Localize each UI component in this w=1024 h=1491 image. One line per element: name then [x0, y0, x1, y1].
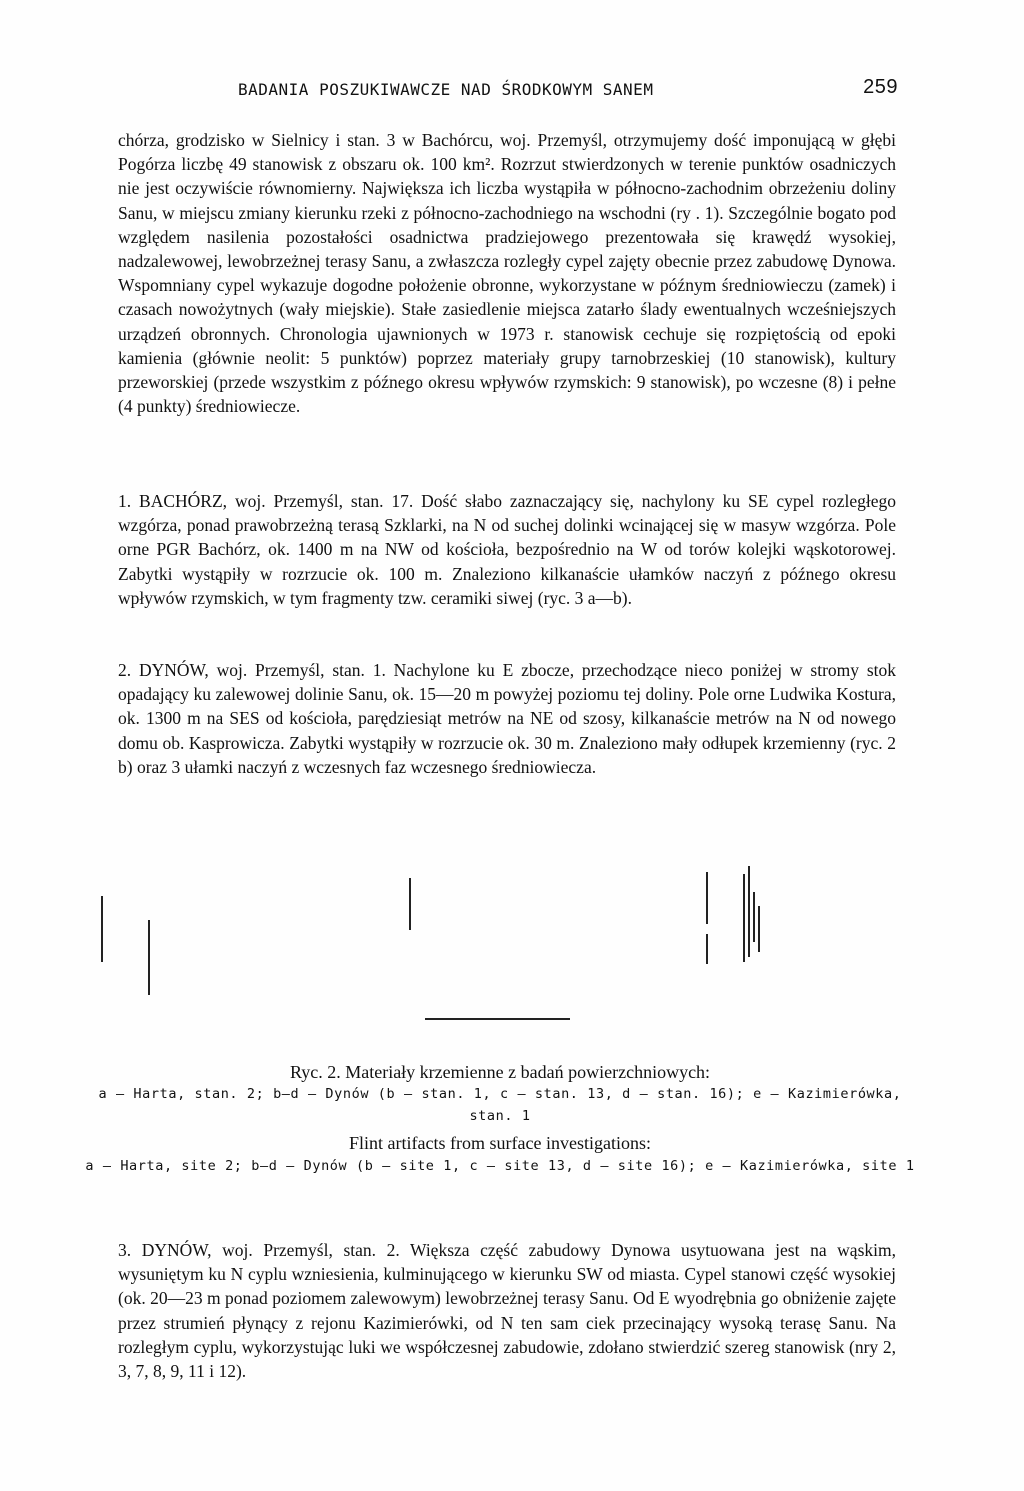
flint-artifacts-figure — [80, 862, 940, 1027]
figure-caption-title: Ryc. 2. Materiały krzemienne z badań powierzchniowych: — [289, 1062, 711, 1082]
page-number: 259 — [863, 76, 898, 98]
paragraph-site-3: 3. DYNÓW, woj. Przemyśl, stan. 2. Większa część zabudowy Dynowa usytuowana jest na wąskim, wysuniętym ku N cyplu wzniesienia, kulminującego w kierunku SW od miasta. Cypel stanowi część wysokiej (ok. 20—23 m ponad poziomem zalewowym) lewobrzeżnej terasy Sanu. Od E wyodrębnia go obniżenie zajęte przez strumień płynący z rejonu Kazimierówki, od N ten sam ciek przecinający wysoką terasę Sanu. Na rozległym cyplu, wykorzystując luki we współczesnej zabudowie, zdołano stwierdzić szereg stanowisk (nry 2, 3, 7, 8, 9, 11 i 12). — [118, 1240, 896, 1382]
figure-caption-text: a — Harta, stan. 2; b—d — Dynów (b — stan. 1, c — stan. 13, d — stan. 16); e — Kazimierówka, stan. 1 — [98, 1086, 902, 1124]
figure-caption-text-en: a — Harta, site 2; b—d — Dynów (b — site 1, c — site 13, d — site 16); e — Kazimierówka, site 1 — [85, 1158, 915, 1174]
running-title: BADANIA POSZUKIWAWCZE NAD ŚRODKOWYM SANEM — [238, 80, 654, 99]
running-header — [118, 76, 898, 102]
figure-caption-title-en: Flint artifacts from surface investigations: — [349, 1133, 651, 1153]
paragraph-site-1: 1. BACHÓRZ, woj. Przemyśl, stan. 17. Dość słabo zaznaczający się, nachylony ku SE cypel rozległego wzgórza, ponad prawobrzeżną terasą Szklarki, na N od suchej dolinki wcinającej się w masyw wzgórza. Pole orne PGR Bachórz, ok. 1400 m na NW od kościoła, bezpośrednio na W od torów kolejki wąskotorowej. Zabytki wystąpiły w rozrzucie ok. 100 m. Znaleziono kilkanaście ułamków naczyń z późnego okresu wpływów rzymskich, w tym fragmenty tzw. ceramiki siwej (ryc. 3 a—b). — [118, 491, 896, 608]
paragraph-intro: chórza, grodzisko w Sielnicy i stan. 3 w Bachórcu, woj. Przemyśl, otrzymujemy dość imponującą w głębi Pogórza liczbę 49 stanowisk z obszaru ok. 100 km². Rozrzut stwierdzonych w terenie punktów osadniczych nie jest oczywiście równomierny. Największa ich liczba wystąpiła w północno-zachodnim obrzeżeniu doliny Sanu, w miejscu zmiany kierunku rzeki z północno-zachodniego na wschodni (ry . 1). Szczególnie bogato pod względem nasilenia pozostałości osadnictwa pradziejowego prezentowała się krawędź wysokiej, nadzalewowej, lewobrzeżnej terasy Sanu, a zwłaszcza rozległy cypel zajęty obecnie przez zabudowę Dynowa. Wspomniany cypel wykazuje dogodne położenie obronne, wykorzystane w późnym średniowieczu (zamek) i czasach nowożytnych (wały miejskie). Stałe zasiedlenie miejsca zatarło ślady ewentualnych wcześniejszych urządzeń obronnych. Chronologia ujawnionych w 1973 r. stanowisk cechuje się rozpiętością od epoki kamienia (głównie neolit: 5 punktów) poprzez materiały grupy tarnobrzeskiej (10 stanowisk), kultury przeworskiej (przede wszystkim z późnego okresu wpływów rzymskich: 9 stanowisk), po wczesne (8) i pełne (4 punkty) średniowiecze. — [118, 130, 896, 417]
paragraph-site-2: 2. DYNÓW, woj. Przemyśl, stan. 1. Nachylone ku E zbocze, przechodzące nieco poniżej w stromy stok opadający ku zalewowej dolinie Sanu, ok. 15—20 m powyżej poziomu tej doliny. Pole orne Ludwika Kostura, ok. 1300 m na SES od kościoła, parędziesiąt metrów na NE od szosy, kilkanaście metrów na N od nowego domu ob. Kasprowicza. Zabytki wystąpiły w rozrzucie ok. 30 m. Znaleziono mały odłupek krzemienny (ryc. 2 b) oraz 3 ułamki naczyń z wczesnych faz wczesnego średniowiecza. — [118, 660, 896, 777]
